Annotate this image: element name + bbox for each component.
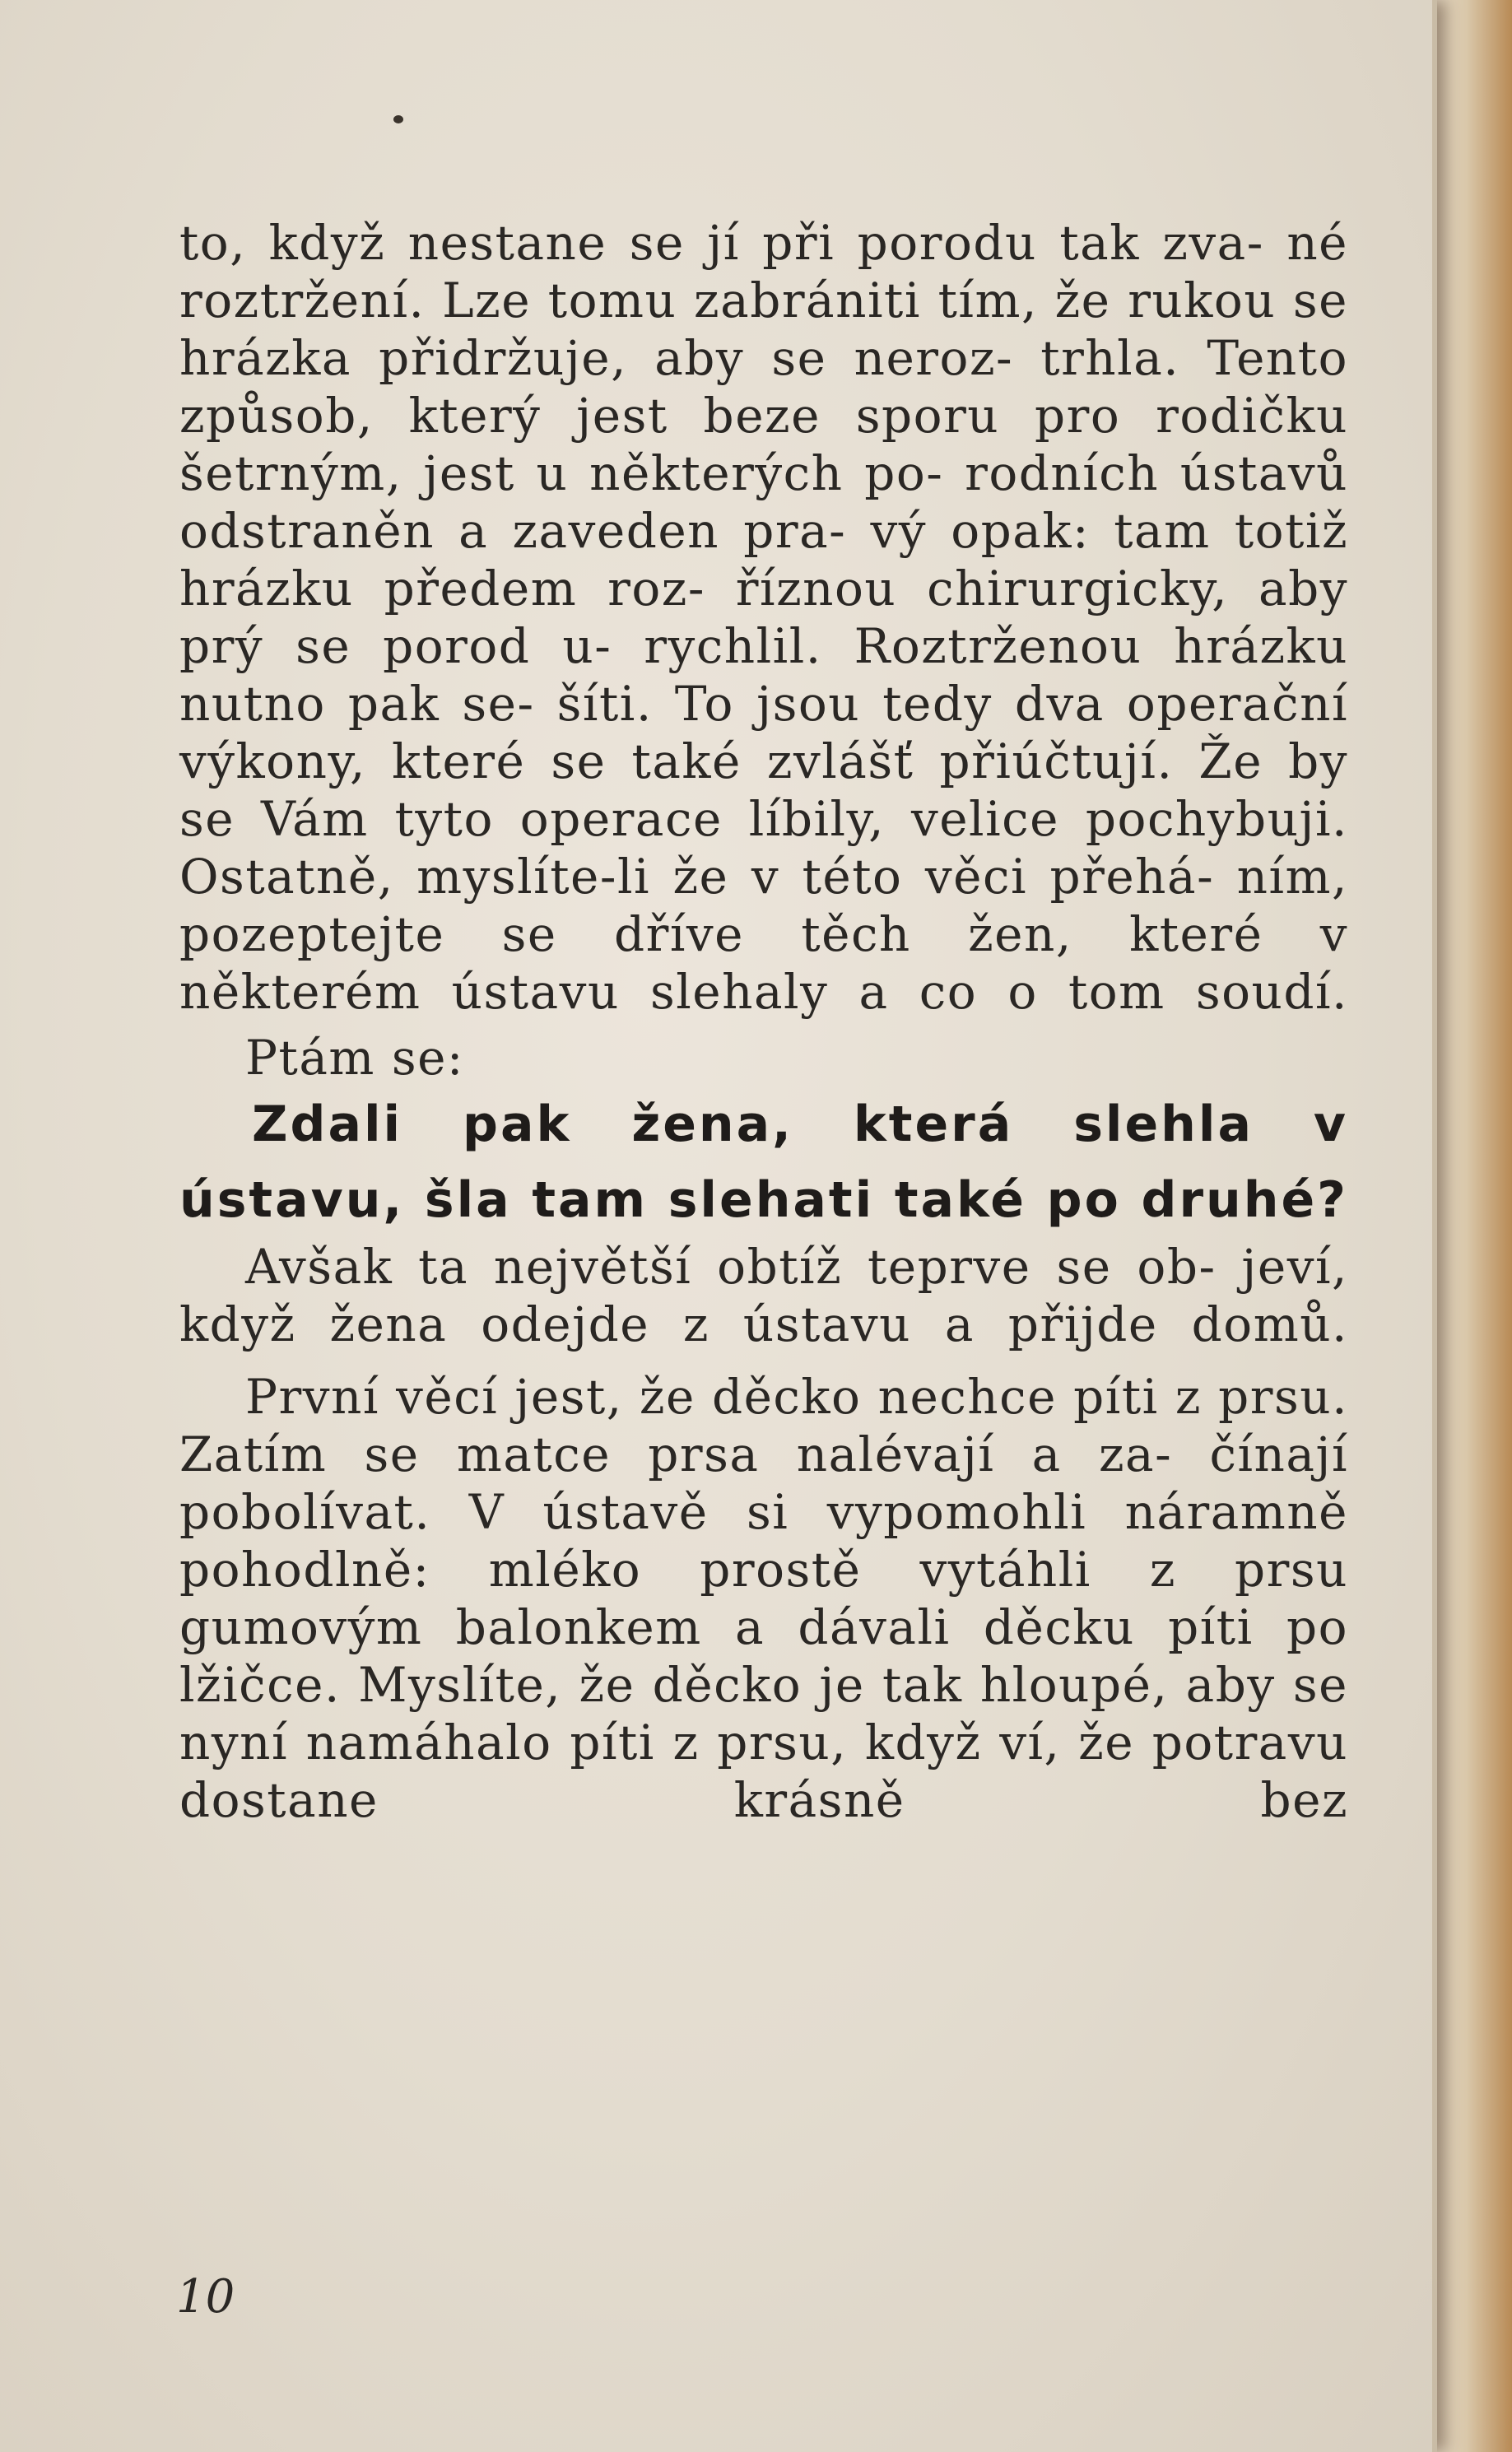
paragraph-1: to, když nestane se jí při porodu tak zva- né roztržení. Lze tomu zabrániti tím, že rukou se hrázka přidržuje, aby se neroz- trhla. Tento způsob, který jest beze sporu pro rodičku šetrným, jest u některých po- rodních ústavů odstraněn a zaveden pra- vý opak: tam totiž hrázku předem roz- říznou chirurgicky, aby prý se porod u- rychlil. Roztrženou hrázku nutno pak se- šíti. To jsou tedy dva operační výkony, které se také zvlášť přiúčtují. Že by se Vám tyto operace líbily, velice pochybuji. Ostatně, myslíte-li že v této věci přehá- ním, pozeptejte se dříve těch žen, které v některém ústavu slehaly a co o tom soudí. <box>179 215 1348 1020</box>
paragraph-2: Avšak ta největší obtíž teprve se ob- jeví, když žena odejde z ústavu a přijde domů. <box>179 1239 1348 1352</box>
paragraph-3: První věcí jest, že děcko nechce píti z prsu. Zatím se matce prsa nalévají a za- čínají pobolívat. V ústavě si vypomohli náramně pohodlně: mléko prostě vytáhli z prsu gumovým balonkem a dávali děcku píti po lžičce. Myslíte, že děcko je tak hloupé, aby se nyní namáhalo píti z prsu, když ví, že potravu dostane krásně bez <box>179 1369 1348 1828</box>
bold-heading: Zdali pak žena, která slehla v ústavu, šla tam slehati také po druhé? <box>179 1096 1348 1229</box>
ink-speck <box>393 115 403 123</box>
paragraph-ptam: Ptám se: <box>245 1030 464 1086</box>
book-edge <box>1437 0 1512 2452</box>
page-number: 10 <box>176 2270 235 2324</box>
page-text <box>179 214 1348 1829</box>
